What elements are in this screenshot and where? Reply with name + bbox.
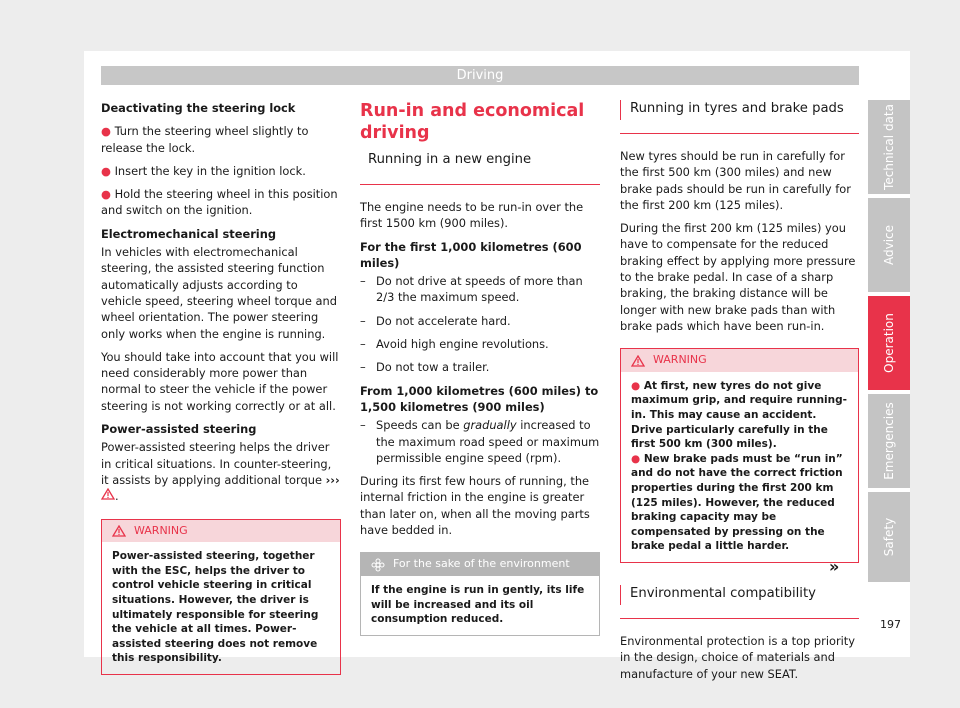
heading-electromechanical: Electromechanical steering xyxy=(101,226,276,241)
list-item: – Do not accelerate hard. xyxy=(360,313,600,329)
paragraph-tyres-1: New tyres should be run in carefully for the first 500 km (300 miles) and new brake pads should be run in carefully for the first 200 km (125 miles). xyxy=(620,149,851,212)
warning-bullet: ● New brake pads must be “run in” and do not have the correct friction properties during the first 200 km (125 miles). However, the reduced braking capacity may be compensated by pressing on the brake pedal a little harder. xyxy=(631,452,843,553)
paragraph-environmental: Environmental protection is a top priority in the design, choice of materials and manufacture of your new SEAT. xyxy=(620,633,856,681)
bullet-icon: ● xyxy=(101,187,115,202)
environment-title: For the sake of the environment xyxy=(393,557,570,571)
section-heading-tyres xyxy=(620,100,859,134)
list-item: – Speeds can be gradually increased to the maximum road speed or maximum permissible engine speed (rpm). xyxy=(360,417,600,466)
paragraph-first-hours: During its first few hours of running, the internal friction in the engine is greater than later on, when all the moving parts have bedded in. xyxy=(360,474,590,538)
tab-advice[interactable]: Advice xyxy=(868,198,910,292)
warning-triangle-icon xyxy=(112,525,126,537)
cross-reference-link[interactable]: ››› xyxy=(325,472,340,487)
column-right xyxy=(620,100,859,689)
list-item: – Do not tow a trailer. xyxy=(360,359,600,375)
list-item: – Do not drive at speeds of more than 2/3 the maximum speed. xyxy=(360,273,600,306)
bullet-item: ● Turn the steering wheel slightly to release the lock. xyxy=(101,124,309,155)
subsection-title: Running in a new engine xyxy=(368,152,532,167)
column-middle xyxy=(360,100,600,636)
subsection-heading-wrap xyxy=(360,151,600,185)
section-heading-environment xyxy=(620,585,859,619)
paragraph-tyres-2: During the first 200 km (125 miles) you have to compensate for the reduced braking effect by applying more pressure to the brake pedal. In case of a sharp braking, the braking distance will be longer with new brake pads than with brake pads which have been run-in. xyxy=(620,221,856,333)
paragraph-electromechanical-1: In vehicles with electromechanical steering, the assisted steering function automatically adjusts according to vehicle speed, steering wheel torque and wheel orientation. The power steering only works when the engine is running. xyxy=(101,245,337,341)
bullet-icon: ● xyxy=(101,124,115,139)
heading-1000-1500: From 1,000 kilometres (600 miles) to 1,500 kilometres (900 miles) xyxy=(360,383,599,414)
bullet-icon: ● xyxy=(631,379,644,392)
flower-icon xyxy=(371,558,385,572)
warning-header xyxy=(621,349,858,372)
heading-tyres: Running in tyres and brake pads xyxy=(630,101,844,116)
environment-box xyxy=(360,552,600,635)
warning-triangle-icon xyxy=(101,488,115,500)
bullet-icon: ● xyxy=(631,452,644,465)
environment-header xyxy=(361,553,599,576)
warning-triangle-icon xyxy=(631,355,645,367)
column-left xyxy=(101,100,341,675)
page-header: Driving xyxy=(101,66,859,85)
heading-power-assisted: Power-assisted steering xyxy=(101,422,257,437)
page-number: 197 xyxy=(880,618,901,631)
paragraph-electromechanical-2: You should take into account that you will need considerably more power than normal to steer the vehicle if the power steering is not working correctly or at all. xyxy=(101,349,339,413)
heading-steering-lock: Deactivating the steering lock xyxy=(101,101,296,115)
warning-body xyxy=(621,372,858,562)
bullet-icon: ● xyxy=(101,163,115,178)
heading-environmental: Environmental compatibility xyxy=(630,585,816,601)
section-title: Run-in and economical driving xyxy=(360,101,585,143)
paragraph-intro: The engine needs to be run-in over the first 1500 km (900 miles). xyxy=(360,200,584,231)
warning-title: WARNING xyxy=(134,523,188,537)
warning-title: WARNING xyxy=(653,353,707,367)
list-item: – Avoid high engine revolutions. xyxy=(360,336,600,352)
heading-first-1000: For the first 1,000 kilometres (600 miles) xyxy=(360,239,582,270)
bullet-item: ● Insert the key in the ignition lock. xyxy=(101,163,306,178)
environment-text: If the engine is run in gently, its life will be increased and its oil consumption reduced. xyxy=(371,583,585,626)
tab-technical-data[interactable]: Technical data xyxy=(868,100,910,194)
bullet-item: ● Hold the steering wheel in this position and switch on the ignition. xyxy=(101,187,338,218)
warning-text: Power-assisted steering, together with the ESC, helps the driver to control vehicle steering in critical situations. However, the driver is ultimately responsible for steering the vehicle at all times. Power-assisted steering does not remove this responsibility. xyxy=(112,550,319,665)
warning-header xyxy=(102,520,340,543)
tab-operation[interactable]: Operation xyxy=(868,296,910,390)
continued-arrow-icon: » xyxy=(829,557,840,576)
tab-emergencies[interactable]: Emergencies xyxy=(868,394,910,488)
warning-bullet: ● At first, new tyres do not give maximum grip, and require running-in. This may cause an accident. Drive particularly carefully in the first 500 km (300 miles). xyxy=(631,379,847,451)
warning-box-tyres xyxy=(620,348,859,563)
paragraph-power-assisted: Power-assisted steering helps the driver in critical situations. In counter-steering, it assists by applying additional torque ››› . xyxy=(101,440,340,504)
tab-safety[interactable]: Safety xyxy=(868,492,910,582)
warning-box-steering xyxy=(101,519,341,675)
